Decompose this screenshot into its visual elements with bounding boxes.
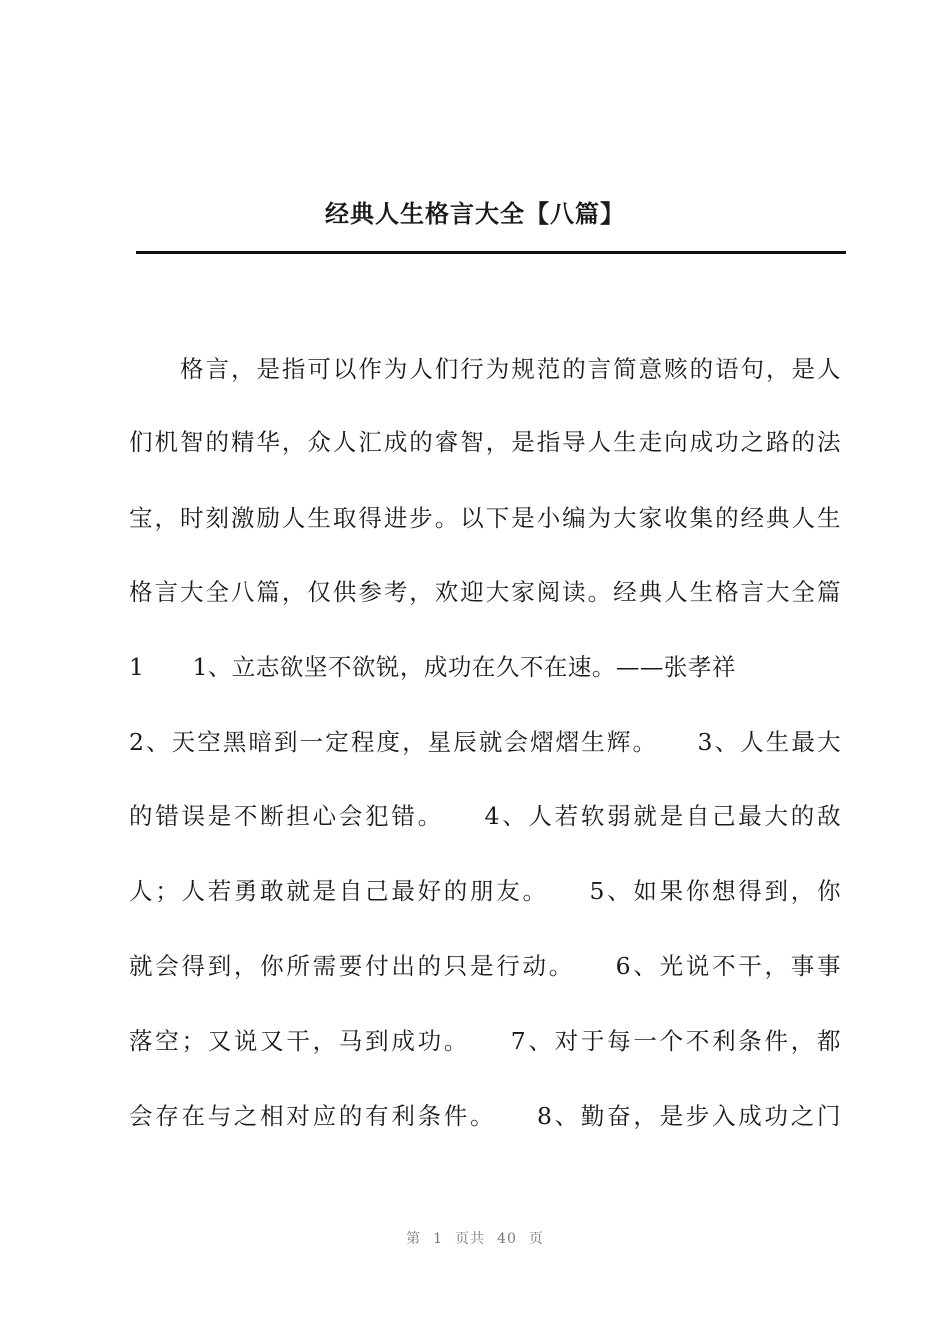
body-line: 格言大全八篇，仅供参考，欢迎大家阅读。经典人生格言大全篇 <box>129 578 841 606</box>
body-line: 人；人若勇敢就是自己最好的朋友。 5、如果你想得到，你 <box>129 877 841 905</box>
body-line: 宝，时刻激励人生取得进步。以下是小编为大家收集的经典人生 <box>129 504 841 532</box>
footer-page-suffix: 页 <box>528 1231 544 1247</box>
footer-page-of: 页共 <box>455 1231 486 1247</box>
body-line: 1 1、立志欲坚不欲锐，成功在久不在速。——张孝祥 <box>129 653 736 681</box>
page-title: 经典人生格言大全【八篇】 <box>325 199 625 228</box>
body-line: 格言，是指可以作为人们行为规范的言简意赅的语句，是人 <box>180 355 841 383</box>
page-footer <box>0 1228 950 1248</box>
body-line: 就会得到，你所需要付出的只是行动。 6、光说不干，事事 <box>129 952 841 980</box>
body-line: 们机智的精华，众人汇成的睿智，是指导人生走向成功之路的法 <box>129 428 841 456</box>
body-line: 落空；又说又干，马到成功。 7、对于每一个不利条件，都 <box>129 1027 841 1055</box>
footer-page-number: 1 <box>433 1231 444 1247</box>
title-divider <box>136 251 846 254</box>
body-line: 会存在与之相对应的有利条件。 8、勤奋，是步入成功之门 <box>129 1102 841 1130</box>
footer-total-pages: 40 <box>497 1231 517 1247</box>
footer-page-label: 第 <box>406 1231 422 1247</box>
body-line: 2、天空黑暗到一定程度，星辰就会熠熠生辉。 3、人生最大 <box>129 728 841 756</box>
body-line: 的错误是不断担心会犯错。 4、人若软弱就是自己最大的敌 <box>129 802 841 830</box>
